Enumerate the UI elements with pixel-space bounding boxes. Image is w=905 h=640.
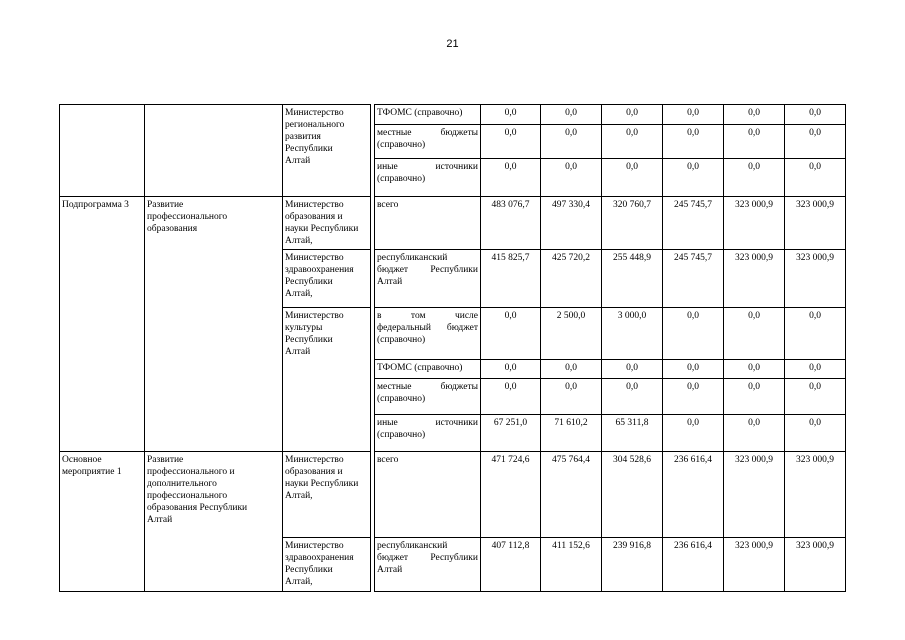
value-cell: 323 000,9 (724, 197, 785, 250)
value-cell: 2 500,0 (541, 308, 602, 360)
source-cell: местные бюджеты (справочно) (375, 379, 481, 415)
value-cell: 236 616,4 (663, 538, 724, 592)
value-cell: 239 916,8 (602, 538, 663, 592)
ministry-cell: Министерство образования и науки Республики Алтай, (283, 452, 371, 538)
value-cell: 0,0 (481, 125, 541, 159)
source-cell: иные источники (справочно) (375, 159, 481, 197)
value-cell: 0,0 (602, 360, 663, 379)
value-cell: 0,0 (663, 125, 724, 159)
value-cell: 483 076,7 (481, 197, 541, 250)
value-cell: 415 825,7 (481, 250, 541, 308)
value-cell: 0,0 (602, 125, 663, 159)
value-cell: 323 000,9 (785, 452, 846, 538)
program-cell: Основное мероприятие 1 (60, 452, 145, 592)
source-cell: местные бюджеты (справочно) (375, 125, 481, 159)
value-cell: 65 311,8 (602, 415, 663, 452)
value-cell: 0,0 (785, 105, 846, 125)
source-cell: в том числе федеральный бюджет (справочно) (375, 308, 481, 360)
value-cell: 323 000,9 (785, 197, 846, 250)
ministry-cell: Министерство образования и науки Республики Алтай, (283, 197, 371, 250)
value-cell: 323 000,9 (724, 250, 785, 308)
program-cell: Подпрограмма 3 (60, 197, 145, 452)
value-cell: 0,0 (785, 415, 846, 452)
value-cell: 0,0 (663, 159, 724, 197)
value-cell: 0,0 (602, 159, 663, 197)
value-cell: 323 000,9 (724, 538, 785, 592)
value-cell: 0,0 (541, 360, 602, 379)
source-cell: всего (375, 452, 481, 538)
program-cell (60, 105, 145, 197)
name-cell (145, 105, 283, 197)
budget-table (59, 104, 846, 592)
name-cell: Развитие профессионального образования (145, 197, 283, 452)
value-cell: 0,0 (663, 360, 724, 379)
ministry-cell: Министерство здравоохранения Республики Алтай, (283, 250, 371, 308)
value-cell: 497 330,4 (541, 197, 602, 250)
value-cell: 0,0 (541, 159, 602, 197)
value-cell: 0,0 (724, 125, 785, 159)
value-cell: 236 616,4 (663, 452, 724, 538)
value-cell: 0,0 (724, 308, 785, 360)
value-cell: 320 760,7 (602, 197, 663, 250)
value-cell: 71 610,2 (541, 415, 602, 452)
value-cell: 0,0 (481, 379, 541, 415)
value-cell: 0,0 (785, 379, 846, 415)
value-cell: 0,0 (663, 379, 724, 415)
value-cell: 304 528,6 (602, 452, 663, 538)
value-cell: 0,0 (785, 308, 846, 360)
value-cell: 323 000,9 (785, 250, 846, 308)
name-cell: Развитие профессионального и дополнительного профессионального образования Республики Алтай (145, 452, 283, 592)
value-cell: 0,0 (785, 159, 846, 197)
value-cell: 0,0 (541, 379, 602, 415)
source-cell: республиканский бюджет Республики Алтай (375, 538, 481, 592)
value-cell: 323 000,9 (785, 538, 846, 592)
value-cell: 0,0 (481, 105, 541, 125)
value-cell: 0,0 (724, 379, 785, 415)
value-cell: 0,0 (785, 360, 846, 379)
table-row (60, 197, 846, 250)
value-cell: 0,0 (663, 308, 724, 360)
value-cell: 323 000,9 (724, 452, 785, 538)
value-cell: 425 720,2 (541, 250, 602, 308)
value-cell: 0,0 (481, 308, 541, 360)
source-cell: ТФОМС (справочно) (375, 105, 481, 125)
value-cell: 0,0 (481, 360, 541, 379)
value-cell: 0,0 (785, 125, 846, 159)
value-cell: 0,0 (541, 125, 602, 159)
ministry-cell: Министерство регионального развития Республики Алтай (283, 105, 371, 197)
page-number: 21 (446, 38, 459, 50)
ministry-cell: Министерство здравоохранения Республики Алтай, (283, 538, 371, 592)
table-row (60, 105, 846, 125)
value-cell: 245 745,7 (663, 197, 724, 250)
source-cell: республиканский бюджет Республики Алтай (375, 250, 481, 308)
value-cell: 0,0 (663, 105, 724, 125)
value-cell: 471 724,6 (481, 452, 541, 538)
value-cell: 411 152,6 (541, 538, 602, 592)
table-row (60, 452, 846, 538)
value-cell: 0,0 (602, 105, 663, 125)
value-cell: 67 251,0 (481, 415, 541, 452)
value-cell: 0,0 (724, 360, 785, 379)
value-cell: 245 745,7 (663, 250, 724, 308)
value-cell: 0,0 (724, 105, 785, 125)
ministry-cell: Министерство культуры Республики Алтай (283, 308, 371, 452)
value-cell: 3 000,0 (602, 308, 663, 360)
value-cell: 0,0 (602, 379, 663, 415)
value-cell: 0,0 (481, 159, 541, 197)
source-cell: всего (375, 197, 481, 250)
value-cell: 0,0 (724, 159, 785, 197)
source-cell: иные источники (справочно) (375, 415, 481, 452)
value-cell: 0,0 (541, 105, 602, 125)
source-cell: ТФОМС (справочно) (375, 360, 481, 379)
value-cell: 475 764,4 (541, 452, 602, 538)
value-cell: 255 448,9 (602, 250, 663, 308)
value-cell: 0,0 (724, 415, 785, 452)
value-cell: 407 112,8 (481, 538, 541, 592)
value-cell: 0,0 (663, 415, 724, 452)
